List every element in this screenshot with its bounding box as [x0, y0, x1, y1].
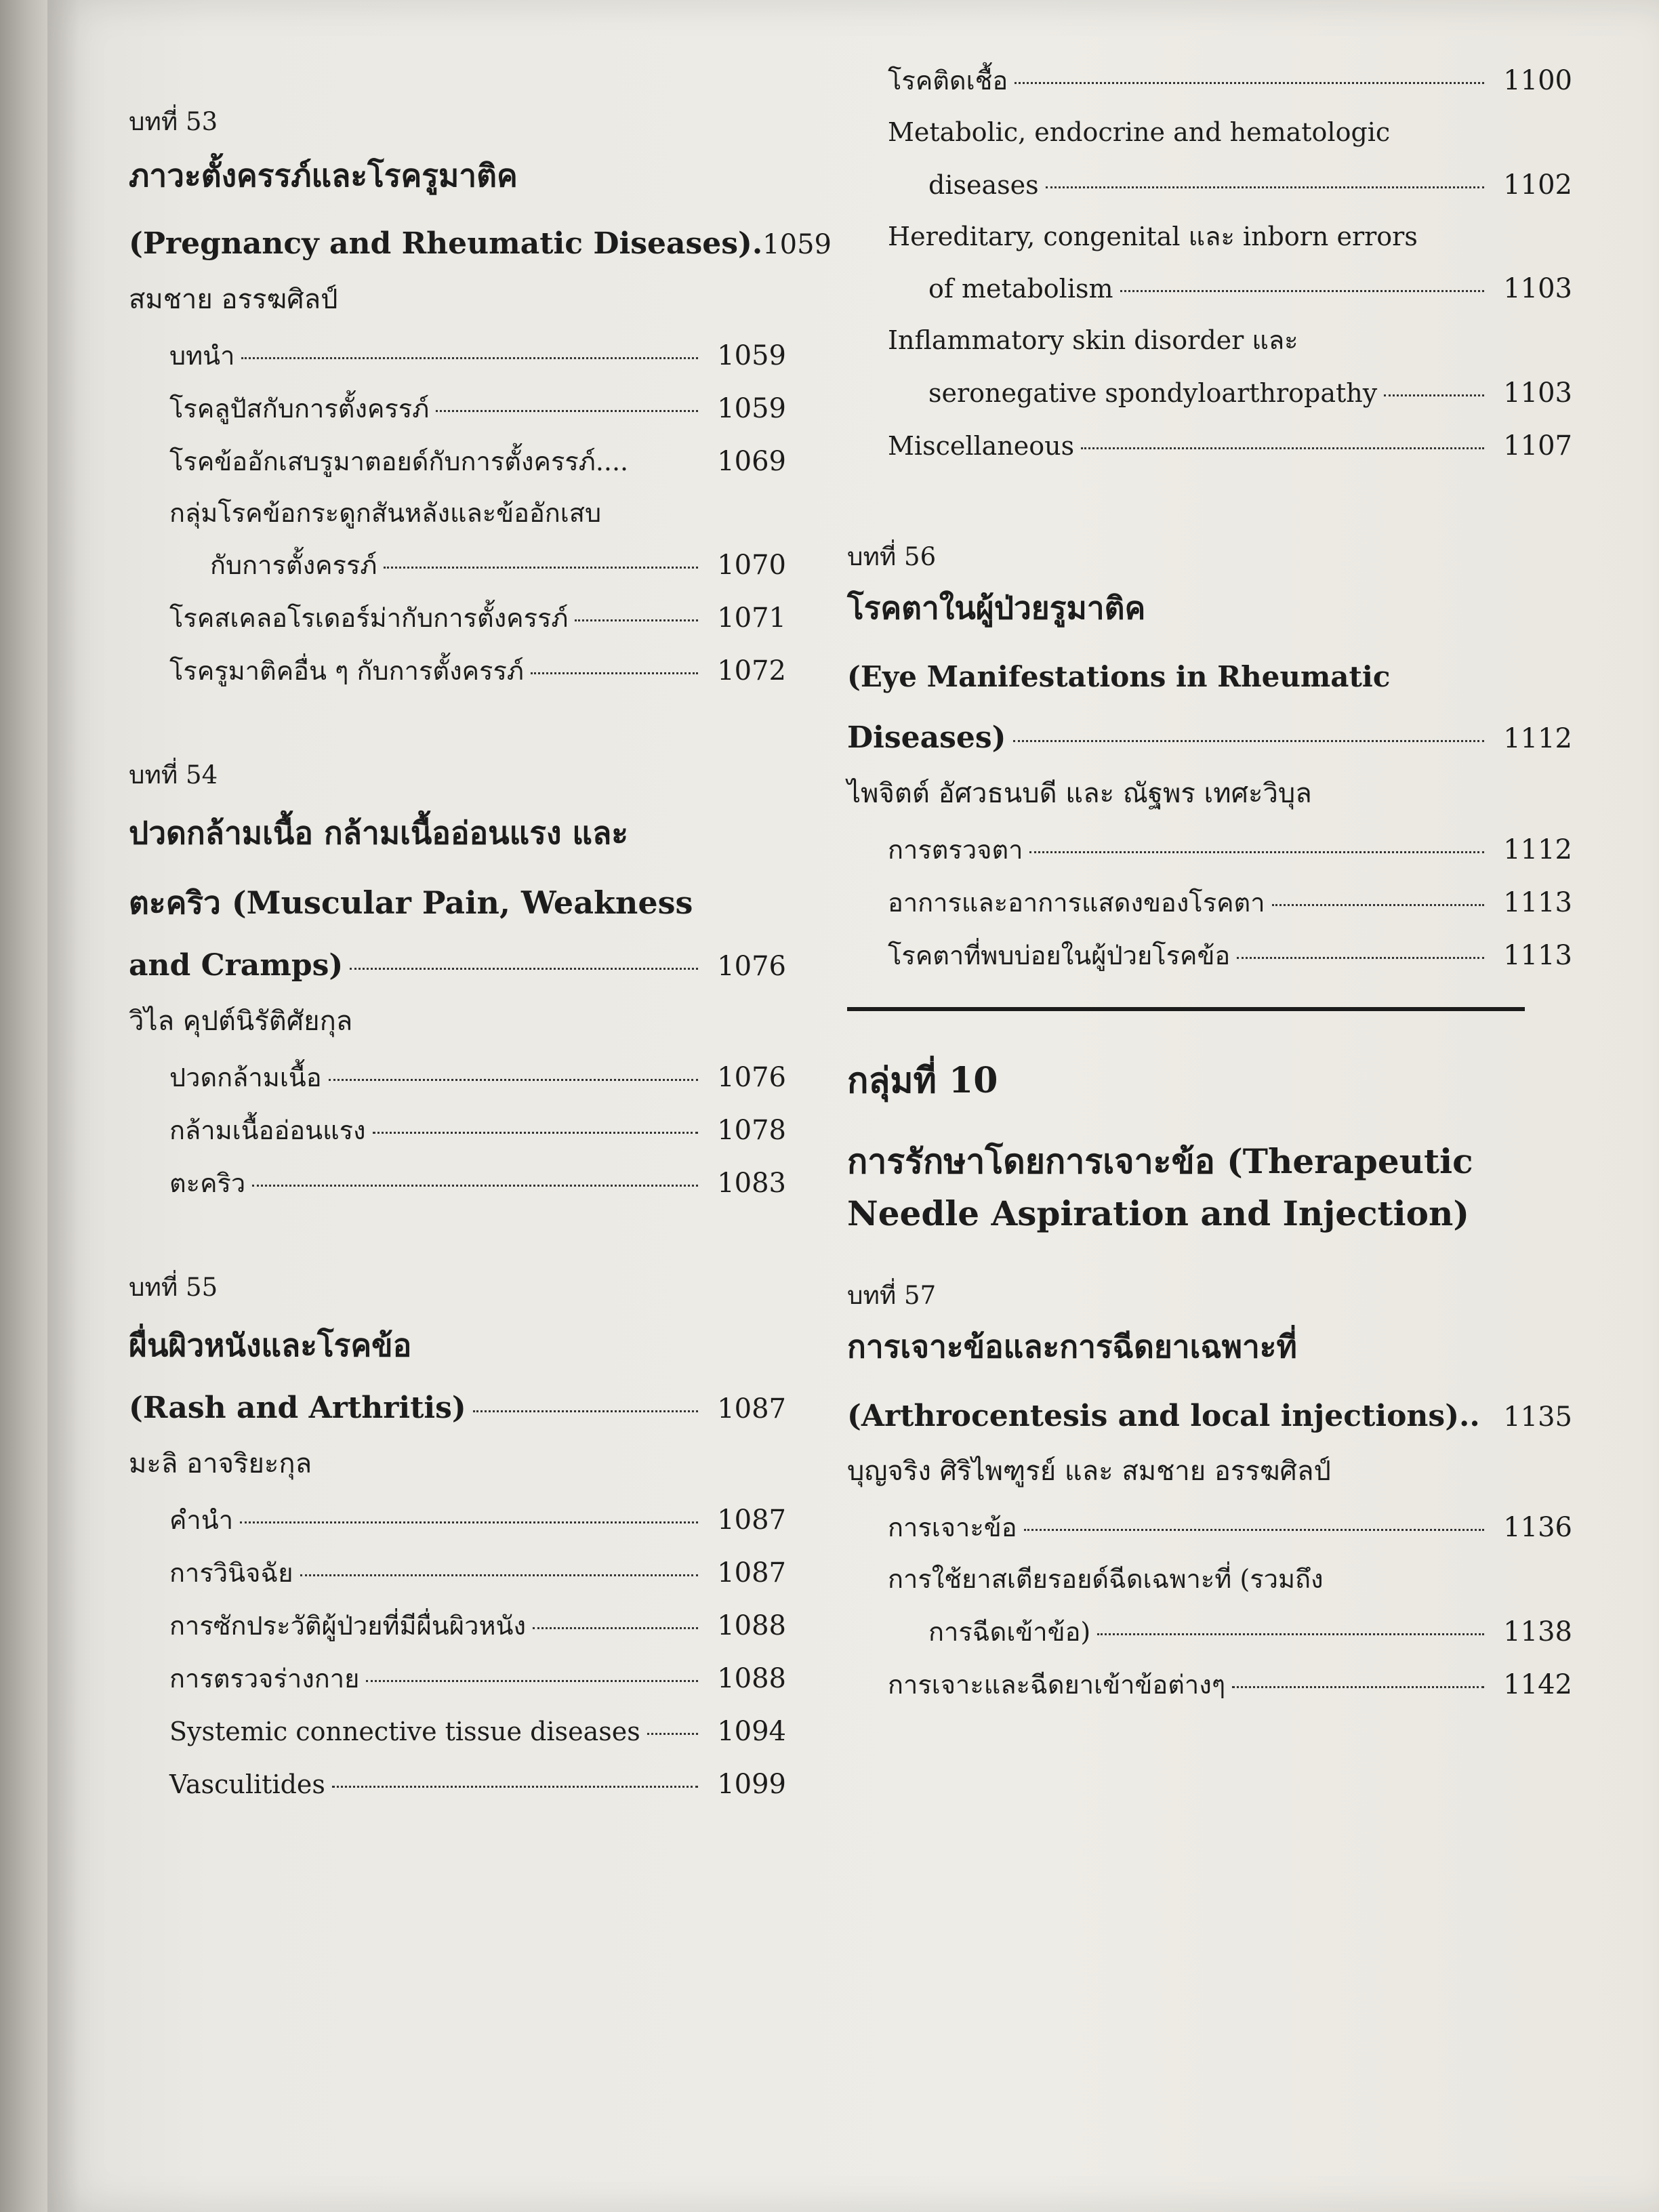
toc-item-label: กลุ่มโรคข้อกระดูกสันหลังและข้ออักเสบ [169, 497, 602, 528]
chapter-57 [847, 1275, 1572, 1701]
toc-item [169, 1768, 786, 1801]
page-number: 1112 [1503, 834, 1572, 865]
page-number: 1070 [717, 550, 786, 581]
leader-dots [1237, 957, 1484, 959]
leader-dots [329, 1079, 698, 1081]
chapter-number: บทที่ 53 [129, 107, 218, 136]
chapter-author: สมชาย อรรฆศิลป์ [129, 283, 338, 315]
toc-item-label: อาการและอาการแสดงของโรคตา [888, 887, 1265, 918]
toc-item [169, 340, 786, 372]
chapter-title-english: (Eye Manifestations in Rheumatic [847, 659, 1391, 693]
page-number: 1099 [717, 1768, 786, 1800]
chapter-53 [129, 102, 832, 687]
leader-dots [1272, 904, 1484, 906]
toc-item [169, 1610, 786, 1642]
toc-item [169, 549, 786, 581]
chapter-title-thai: โรคตาในผู้ป่วยรูมาติค [847, 589, 1146, 626]
toc-item [888, 834, 1572, 866]
leader-dots [1013, 740, 1484, 742]
toc-item [169, 1504, 786, 1536]
page-number: 1083 [717, 1168, 786, 1200]
chapter-title-english: (Pregnancy and Rheumatic Diseases). [129, 226, 763, 261]
leader-dots [647, 1733, 698, 1735]
page-number: 1078 [717, 1115, 786, 1147]
toc-item-label: การวินิจฉัย [169, 1557, 293, 1588]
chapter-title-thai: ภาวะตั้งครรภ์และโรครูมาติค [129, 157, 518, 194]
page-number: 1059 [717, 340, 786, 371]
leader-dots [332, 1786, 698, 1788]
toc-item [888, 430, 1572, 462]
toc-item-label: การตรวจร่างกาย [169, 1663, 360, 1694]
page-number: 1059 [717, 392, 786, 424]
chapter-55 [129, 1267, 786, 1801]
chapter-title-thai: การเจาะข้อและการฉีดยาเฉพาะที่ [847, 1328, 1297, 1365]
toc-item [169, 1167, 786, 1200]
leader-dots [1081, 447, 1484, 449]
page-number: 1113 [1503, 939, 1572, 971]
page-number: 1102 [1503, 169, 1572, 201]
toc-item-label: Systemic connective tissue diseases [169, 1716, 640, 1746]
toc-item-label: กับการตั้งครรภ์ [210, 550, 377, 581]
toc-item [888, 64, 1572, 97]
leader-dots [366, 1680, 698, 1682]
toc-item [888, 222, 1572, 253]
leader-dots [1097, 1633, 1484, 1635]
toc-item [169, 602, 786, 634]
page-number: 1103 [1503, 273, 1572, 305]
toc-item [888, 272, 1572, 305]
toc-item [169, 1662, 786, 1695]
toc-item [888, 169, 1572, 201]
toc-item-label: การเจาะข้อ [888, 1513, 1017, 1543]
leader-dots [1232, 1686, 1484, 1688]
toc-item [888, 117, 1572, 148]
page-number: 1088 [717, 1610, 786, 1641]
leader-dots [1384, 394, 1484, 396]
leader-dots [531, 672, 698, 674]
page-number: 1100 [1503, 65, 1572, 96]
toc-item [888, 377, 1572, 409]
toc-item [169, 498, 786, 529]
leader-dots [240, 1521, 698, 1523]
leader-dots [1046, 186, 1484, 188]
page-number: 1087 [717, 1393, 786, 1425]
toc-item [888, 1564, 1572, 1595]
toc-right-column [847, 64, 1572, 1736]
section-divider [847, 1007, 1525, 1011]
page-number: 1113 [1503, 886, 1572, 918]
toc-item [888, 325, 1572, 356]
chapter-sections [847, 1511, 1572, 1701]
toc-item [888, 1668, 1572, 1701]
chapter-title-row [129, 226, 832, 262]
leader-dots [473, 1410, 698, 1412]
toc-item-label: ปวดกล้ามเนื้อ [169, 1063, 322, 1093]
chapter-title-english: and Cramps) [129, 948, 344, 983]
group-heading: กลุ่มที่ 10 [847, 1059, 998, 1101]
chapter-number: บทที่ 56 [847, 541, 937, 571]
chapter-sections [847, 834, 1572, 972]
toc-item [888, 1511, 1572, 1544]
page-number: 1087 [717, 1557, 786, 1589]
toc-item [169, 392, 786, 425]
toc-item-label: Inflammatory skin disorder และ [888, 325, 1298, 356]
toc-item-label: โรคสเคลอโรเดอร์ม่ากับการตั้งครรภ์ [169, 603, 569, 634]
toc-item [169, 1557, 786, 1589]
toc-item [169, 445, 786, 478]
chapter-author: มะลิ อาจริยะกุล [129, 1448, 312, 1479]
page-number: 1076 [717, 1062, 786, 1094]
toc-item-label: การเจาะและฉีดยาเข้าข้อต่างๆ [888, 1669, 1226, 1700]
toc-item-label: การใช้ยาสเตียรอยด์ฉีดเฉพาะที่ (รวมถึง [888, 1564, 1324, 1595]
chapter-title-thai: ผื่นผิวหนังและโรคข้อ [129, 1327, 412, 1364]
toc-item-label: โรคตาที่พบบ่อยในผู้ป่วยโรคข้อ [888, 940, 1231, 970]
chapter-title-english: (Arthrocentesis and local injections).. [847, 1398, 1480, 1433]
toc-item-label: โรครูมาติคอื่น ๆ กับการตั้งครรภ์ [169, 656, 524, 687]
page-number: 1087 [717, 1504, 786, 1536]
toc-item-label: โรคติดเชื้อ [888, 66, 1008, 96]
leader-dots [373, 1132, 698, 1134]
toc-item-label: โรคข้ออักเสบรูมาตอยด์กับการตั้งครรภ์.... [169, 446, 629, 476]
chapter-56 [847, 537, 1572, 972]
leader-dots [1029, 851, 1484, 853]
leader-dots [436, 410, 698, 412]
page-number: 1071 [717, 602, 786, 634]
page-number: 1076 [717, 951, 786, 983]
toc-item-label: การซักประวัติผู้ป่วยที่มีผื่นผิวหนัง [169, 1610, 527, 1641]
toc-item-label: การตรวจตา [888, 834, 1023, 865]
toc-item-label: Metabolic, endocrine and hematologic [888, 117, 1391, 147]
chapter-title-row [129, 948, 786, 984]
chapter-sections [129, 1061, 786, 1200]
toc-item-label: of metabolism [928, 274, 1113, 304]
chapter-author: บุญจริง ศิริไพฑูรย์ และ สมชาย อรรฆศิลป์ [847, 1456, 1331, 1488]
page-number: 1135 [1503, 1401, 1572, 1433]
chapter-title-row [847, 1399, 1572, 1435]
page-number: 1059 [762, 229, 832, 260]
chapter-title-thai-line2: ตะคริว (Muscular Pain, Weakness [129, 884, 693, 922]
leader-dots [384, 567, 698, 569]
toc-item [888, 886, 1572, 919]
toc-item-label: Hereditary, congenital และ inborn errors [888, 221, 1418, 251]
group-title-line2: Needle Aspiration and Injection) [847, 1193, 1469, 1234]
toc-item-label: Miscellaneous [888, 430, 1075, 461]
chapter-title-english: (Rash and Arthritis) [129, 1391, 466, 1426]
page-number: 1088 [717, 1662, 786, 1694]
toc-item-label: กล้ามเนื้ออ่อนแรง [169, 1115, 366, 1146]
chapter-sections [129, 1504, 786, 1801]
page-number: 1069 [717, 445, 786, 477]
leader-dots [252, 1185, 698, 1187]
group-title-line1: การรักษาโดยการเจาะข้อ (Therapeutic [847, 1141, 1473, 1181]
leader-dots [241, 357, 698, 359]
book-spine [0, 0, 47, 2212]
leader-dots [300, 1574, 699, 1576]
page-number: 1094 [717, 1715, 786, 1747]
toc-item-label: บทนำ [169, 340, 235, 371]
chapter-author: วิไล คุปต์นิรัติศัยกุล [129, 1006, 353, 1038]
toc-item-label: seronegative spondyloarthropathy [928, 377, 1378, 408]
toc-item-label: Vasculitides [169, 1769, 325, 1799]
group-title [847, 1135, 1572, 1240]
leader-dots [533, 1627, 698, 1629]
leader-dots [350, 968, 698, 970]
toc-left-column [129, 102, 832, 1836]
toc-item [169, 1114, 786, 1147]
leader-dots [1024, 1529, 1484, 1531]
chapter-title-row [129, 1391, 786, 1427]
page-number: 1136 [1503, 1512, 1572, 1544]
toc-item-label: โรคลูปัสกับการตั้งครรภ์ [169, 393, 430, 424]
chapter-number: บทที่ 54 [129, 760, 218, 790]
toc-item-label: diseases [928, 169, 1039, 200]
toc-item [888, 939, 1572, 972]
chapter-number: บทที่ 55 [129, 1273, 218, 1303]
chapter-title-english-line2: Diseases) [847, 720, 1006, 755]
toc-item [888, 1616, 1572, 1648]
page-number: 1138 [1503, 1616, 1572, 1647]
toc-item-label: ตะคริว [169, 1168, 246, 1199]
chapter-title-thai: ปวดกล้ามเนื้อ กล้ามเนื้ออ่อนแรง และ [129, 815, 628, 852]
leader-dots [575, 619, 698, 621]
page-number: 1112 [1503, 722, 1572, 754]
chapter-55-continued [847, 64, 1572, 462]
toc-item-label: การฉีดเข้าข้อ) [928, 1616, 1091, 1647]
page-number: 1072 [717, 655, 786, 687]
chapter-54 [129, 755, 786, 1200]
chapter-author: ไพจิตต์ อัศวธนบดี และ ณัฐพร เทศะวิบุล [847, 777, 1312, 809]
group-10 [847, 1052, 1572, 1240]
leader-dots [1120, 290, 1484, 292]
chapter-sections [129, 340, 786, 688]
leader-dots [1015, 82, 1484, 84]
toc-item [169, 1061, 786, 1094]
chapter-number: บทที่ 57 [847, 1280, 937, 1310]
page-number: 1142 [1503, 1668, 1572, 1700]
page-number: 1107 [1503, 430, 1572, 462]
chapter-title-row [847, 720, 1572, 756]
toc-item [169, 655, 786, 687]
toc-item [169, 1715, 786, 1748]
toc-item-label: คำนำ [169, 1504, 234, 1535]
page-number: 1103 [1503, 377, 1572, 409]
